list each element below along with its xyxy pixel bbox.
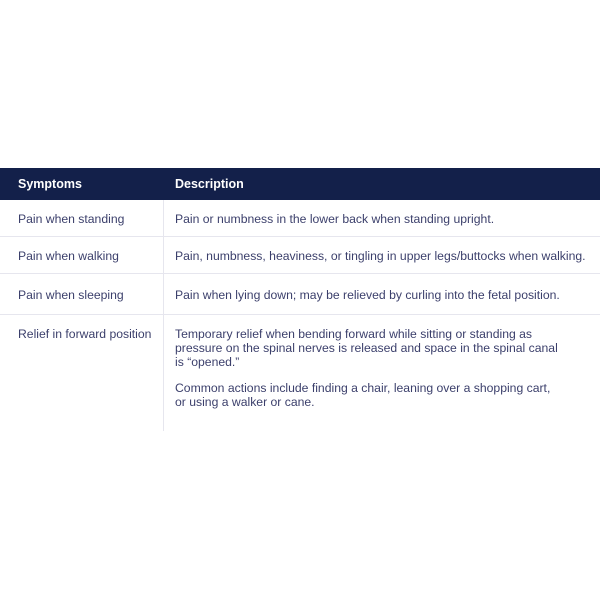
- description-line: or using a walker or cane.: [175, 395, 315, 409]
- symptom-cell: Pain when standing: [0, 200, 164, 236]
- description-line: pressure on the spinal nerves is released and space in the spinal canal: [175, 341, 558, 355]
- table-row: [0, 237, 600, 274]
- description-cell: [164, 315, 600, 431]
- description-cell: Pain when lying down; may be relieved by curling into the fetal position.: [175, 288, 560, 302]
- symptom-cell: Pain when walking: [0, 237, 164, 273]
- table-row: [0, 315, 600, 431]
- table-row: [0, 274, 600, 315]
- description-line: is “opened.”: [175, 355, 240, 369]
- description-cell: Pain or numbness in the lower back when standing upright.: [175, 212, 495, 226]
- header-symptoms: Symptoms: [18, 177, 82, 191]
- description-line: Temporary relief when bending forward while sitting or standing as: [175, 327, 533, 341]
- header-description: Description: [175, 177, 244, 191]
- description-line: Common actions include finding a chair, leaning over a shopping cart,: [175, 381, 551, 395]
- symptoms-table: [0, 168, 600, 431]
- table-row: [0, 200, 600, 237]
- table-header: [0, 168, 600, 200]
- symptom-cell: Relief in forward position: [0, 315, 164, 431]
- description-paragraph: [175, 381, 600, 409]
- description-cell: Pain, numbness, heaviness, or tingling in upper legs/buttocks when walking.: [175, 249, 586, 263]
- symptom-cell: Pain when sleeping: [0, 274, 164, 314]
- description-paragraph: [175, 327, 600, 369]
